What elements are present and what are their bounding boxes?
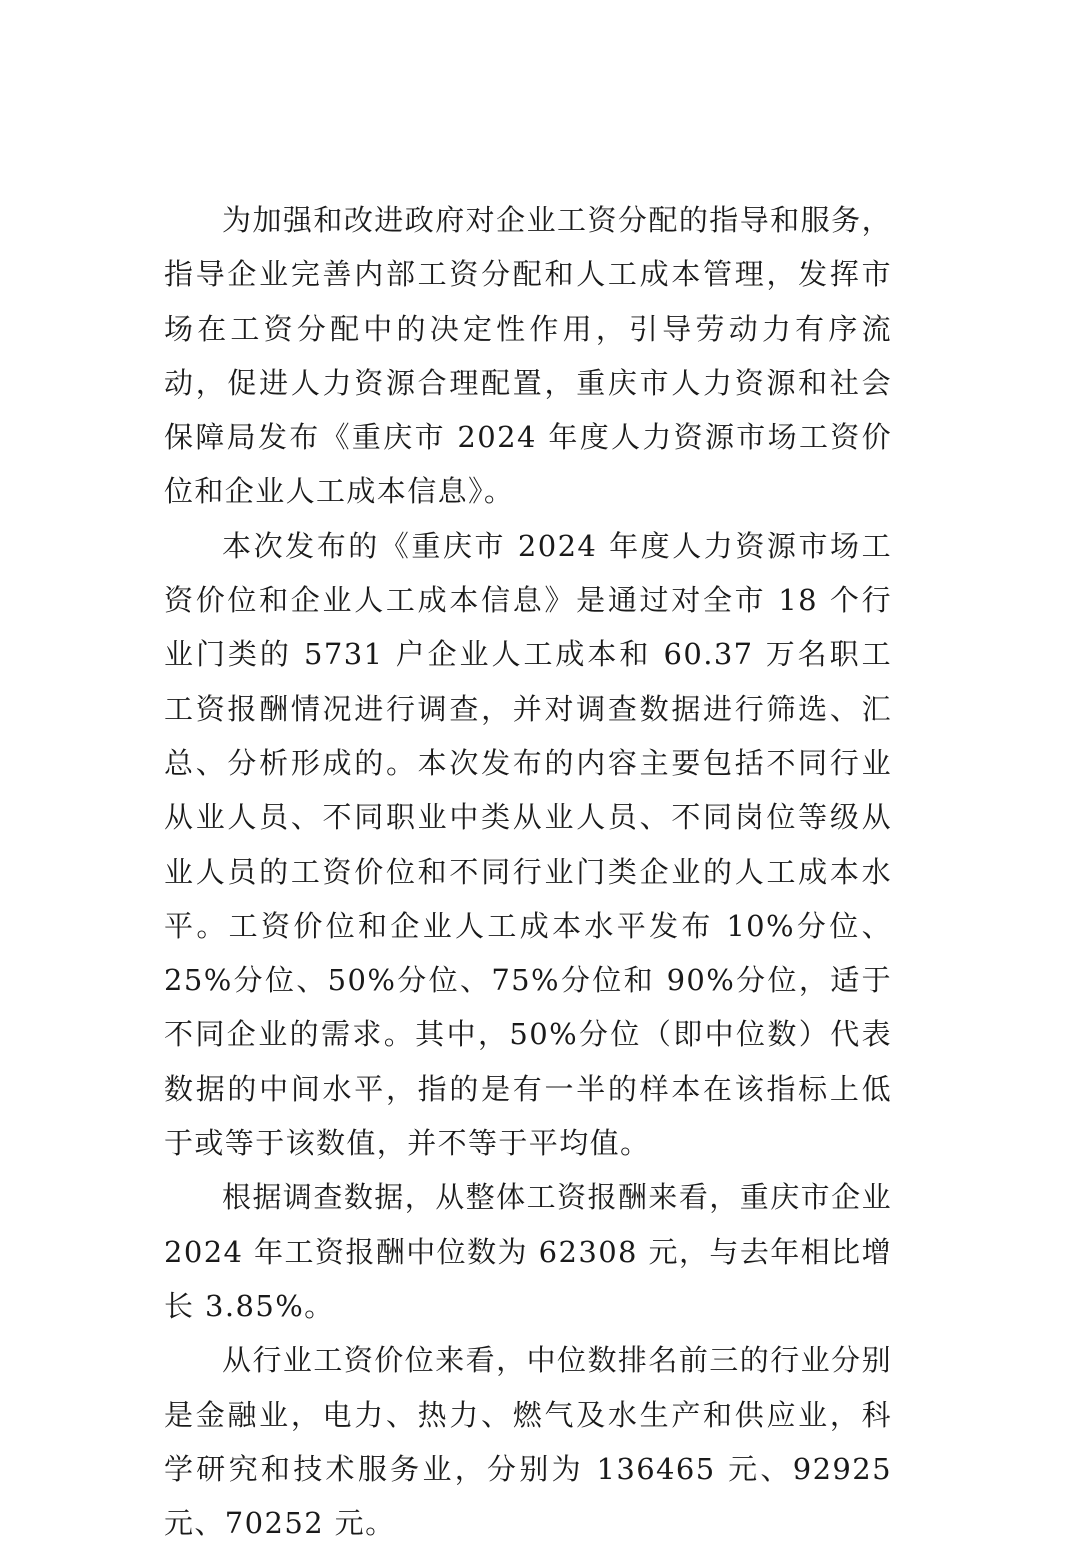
paragraph-industry-ranking: 从行业工资价位来看，中位数排名前三的行业分别是金融业，电力、热力、燃气及水生产和供应业，科学研究和技术服务业，分别为 136465 元、92925 元、70252 元。 xyxy=(164,1343,892,1541)
paragraph-intro: 为加强和改进政府对企业工资分配的指导和服务，指导企业完善内部工资分配和人工成本管理，发挥市场在工资分配中的决定性作用，引导劳动力有序流动，促进人力资源合理配置，重庆市人力资源和社会保障局发布《重庆市 2024 年度人力资源市场工资价位和企业人工成本信息》。 xyxy=(164,203,892,509)
document-page xyxy=(164,193,892,1550)
paragraph-survey-scope: 本次发布的《重庆市 2024 年度人力资源市场工资价位和企业人工成本信息》是通过对全市 18 个行业门类的 5731 户企业人工成本和 60.37 万名职工工资报酬情况进行调查，并对调查数据进行筛选、汇总、分析形成的。本次发布的内容主要包括不同行业从业人员、不同职业中类从业人员、不同岗位等级从业人员的工资价位和不同行业门类企业的人工成本水平。工资价位和企业人工成本水平发布 10%分位、25%分位、50%分位、75%分位和 90%分位，适于不同企业的需求。其中，50%分位（即中位数）代表数据的中间水平，指的是有一半的样本在该指标上低于或等于该数值，并不等于平均值。 xyxy=(164,528,892,1161)
paragraph-overall-median: 根据调查数据，从整体工资报酬来看，重庆市企业 2024 年工资报酬中位数为 62308 元，与去年相比增长 3.85%。 xyxy=(164,1180,892,1323)
